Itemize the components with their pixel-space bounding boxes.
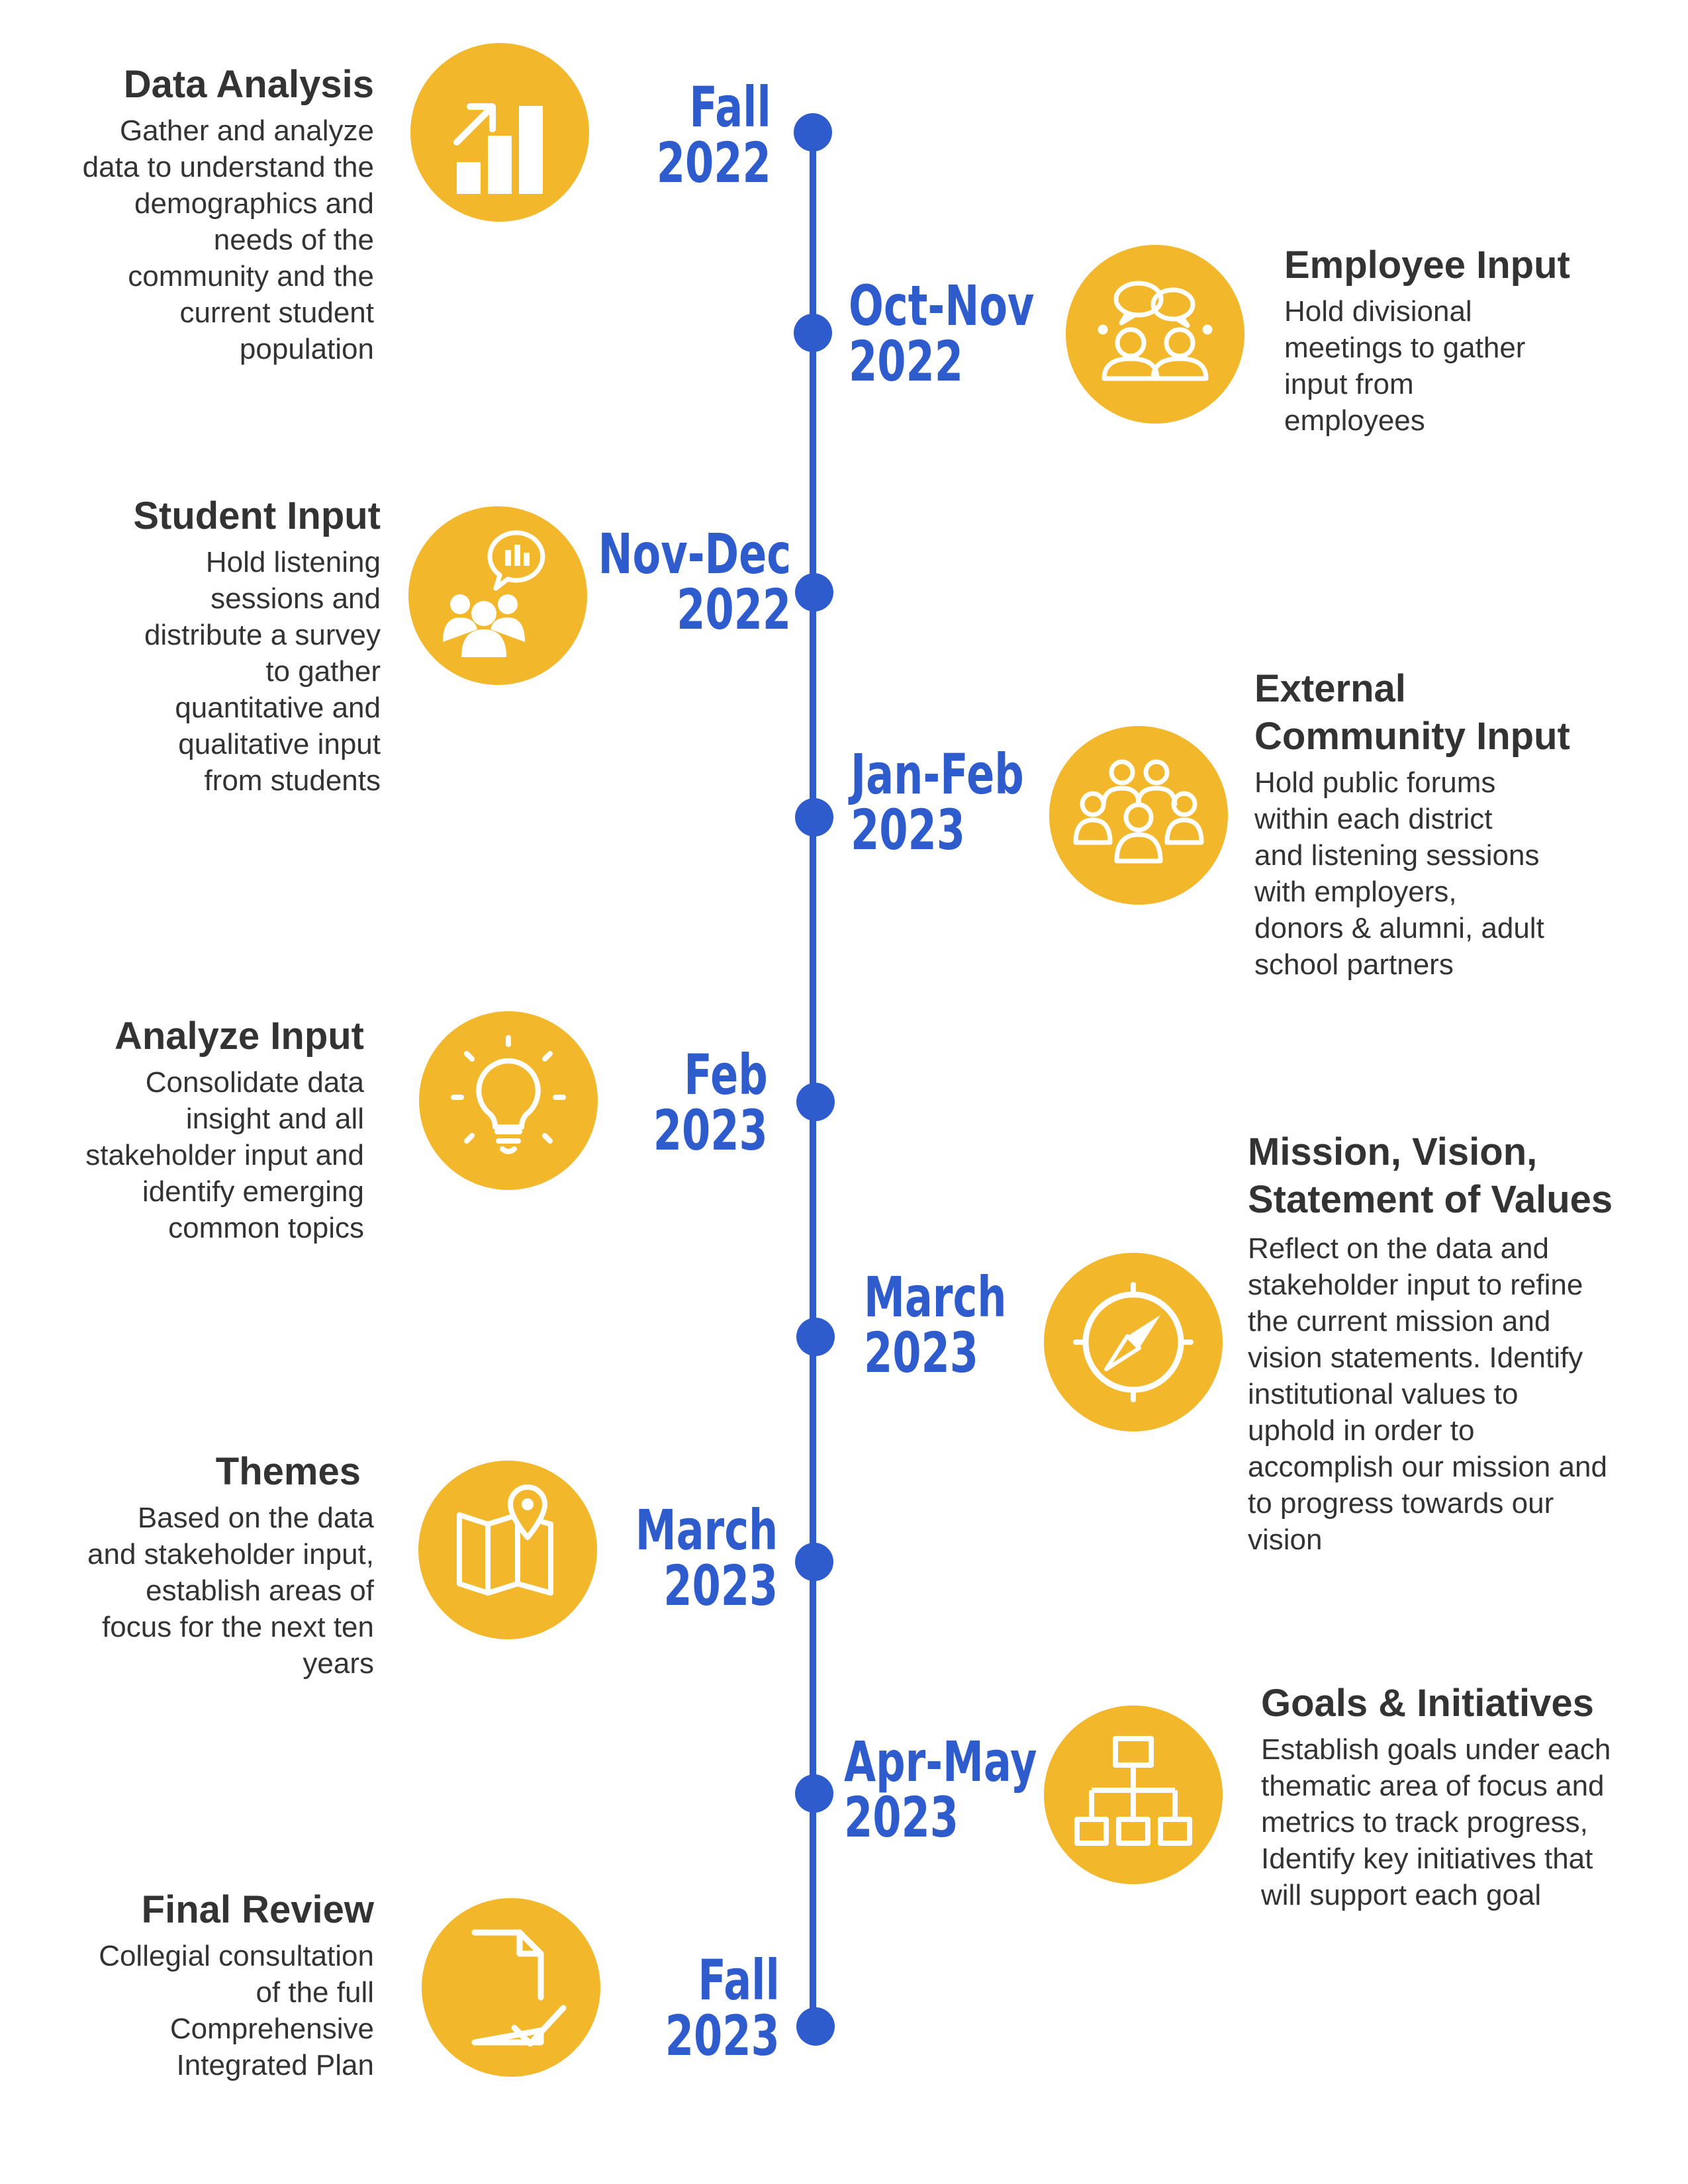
- discussion-people-icon: [1066, 245, 1244, 424]
- event-data-analysis: [83, 61, 374, 367]
- date-line1: March: [635, 1498, 778, 1563]
- date-line2: 2022: [676, 577, 791, 642]
- date-label: [665, 1948, 780, 2068]
- event-description: Establish goals under each thematic area of focus and metrics to track progress, Identify key initiatives that will support each goal: [1261, 1733, 1611, 1911]
- event-final-review: [99, 1886, 374, 2083]
- timeline-dot: [796, 1083, 835, 1121]
- event-title: Employee Input: [1284, 244, 1570, 287]
- event-title: External Community Input: [1254, 667, 1570, 758]
- event-description: Gather and analyze data to understand the demographics and needs of the community and the current student population: [82, 114, 374, 365]
- date-line2: 2022: [849, 329, 964, 394]
- timeline-dot: [795, 573, 833, 612]
- org-chart-icon: [1044, 1706, 1223, 1884]
- timeline-dot: [796, 2007, 835, 2046]
- timeline-dot: [796, 1318, 835, 1356]
- event-description: Hold divisional meetings to gather input from employees: [1284, 295, 1526, 437]
- date-line1: Oct-Nov: [849, 273, 1035, 338]
- timeline-dot: [795, 1543, 833, 1581]
- date-line1: Apr-May: [844, 1729, 1037, 1794]
- map-pin-icon: [418, 1461, 597, 1639]
- event-title: Data Analysis: [123, 63, 374, 106]
- date-line2: 2023: [851, 797, 966, 862]
- timeline-line: [810, 132, 816, 2025]
- event-description: Collegial consultation of the full Comprehensive Integrated Plan: [99, 1940, 374, 2081]
- date-line1: Jan-Feb: [851, 742, 1024, 807]
- date-label: [598, 522, 791, 642]
- date-line1: Fall: [698, 1948, 780, 2013]
- date-label: [653, 1042, 768, 1163]
- date-line1: Feb: [684, 1042, 768, 1107]
- event-employee-input: [1284, 242, 1570, 439]
- date-line2: 2023: [663, 1553, 778, 1618]
- event-description: Reflect on the data and stakeholder input to refine the current mission and vision statements. Identify institutional values to uphold in order to accomplish our mission and to progress towards our vision: [1248, 1232, 1607, 1556]
- community-group-icon: [1049, 726, 1228, 905]
- date-label: [864, 1265, 1007, 1385]
- timeline-dot: [795, 798, 833, 837]
- date-line2: 2022: [656, 130, 771, 195]
- date-label: [635, 1498, 778, 1618]
- timeline-dot: [795, 1774, 833, 1813]
- date-line1: Fall: [689, 75, 771, 140]
- event-description: Consolidate data insight and all stakeholder input and identify emerging common topics: [85, 1066, 364, 1244]
- document-check-icon: [422, 1898, 600, 2077]
- event-description: Hold public forums within each district and listening sessions with employers, donors & alumni, adult school partners: [1254, 766, 1544, 981]
- survey-group-icon: [408, 506, 587, 685]
- lightbulb-icon: [419, 1011, 598, 1190]
- event-student-input: [133, 492, 381, 799]
- event-external-community-input: [1254, 665, 1570, 983]
- event-analyze-input: [85, 1013, 364, 1246]
- event-title: Final Review: [141, 1888, 374, 1931]
- date-label: [844, 1729, 1037, 1850]
- event-description: Hold listening sessions and distribute a survey to gather quantitative and qualitative input from students: [144, 546, 381, 797]
- date-label: [851, 742, 1024, 862]
- bar-chart-growth-icon: [410, 43, 589, 222]
- event-goals-initiatives: [1261, 1680, 1611, 1913]
- event-title: Goals & Initiatives: [1261, 1682, 1594, 1725]
- date-line2: 2023: [653, 1098, 768, 1163]
- event-title: Student Input: [133, 494, 381, 537]
- event-themes: [87, 1448, 374, 1682]
- timeline-dot: [794, 113, 832, 152]
- date-line2: 2023: [864, 1320, 979, 1385]
- event-description: Based on the data and stakeholder input, establish areas of focus for the next ten years: [87, 1502, 374, 1680]
- compass-icon: [1044, 1253, 1223, 1432]
- date-line1: March: [864, 1265, 1007, 1330]
- date-line2: 2023: [844, 1785, 959, 1850]
- timeline-dot: [794, 314, 832, 352]
- date-label: [849, 273, 1035, 394]
- date-line1: Nov-Dec: [598, 522, 791, 586]
- date-label: [656, 75, 771, 195]
- date-line2: 2023: [665, 2003, 780, 2068]
- event-title: Themes: [215, 1450, 361, 1493]
- event-title: Mission, Vision, Statement of Values: [1248, 1130, 1613, 1221]
- event-title: Analyze Input: [114, 1015, 364, 1058]
- event-mission-vision-values: [1248, 1128, 1613, 1558]
